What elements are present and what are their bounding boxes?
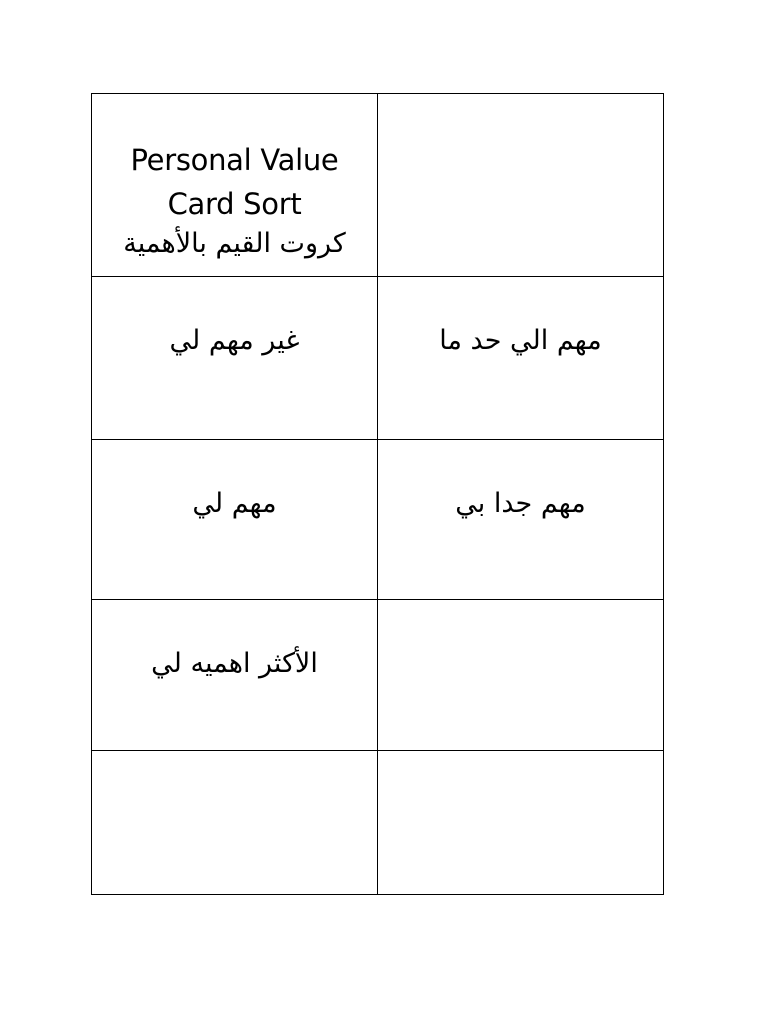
blank-card xyxy=(92,751,378,895)
title-arabic: كروت القيم بالأهمية xyxy=(123,228,346,259)
blank-card xyxy=(378,751,664,895)
label-somewhat-important: مهم الي حد ما xyxy=(439,324,602,356)
label-important: مهم لي xyxy=(192,488,277,519)
card-somewhat-important xyxy=(378,277,664,440)
card-most-important xyxy=(92,600,378,751)
card-important xyxy=(92,440,378,600)
title-card xyxy=(92,94,378,277)
label-most-important: الأكثر اهميه لي xyxy=(151,647,318,679)
title-line-1: Personal Value xyxy=(130,143,339,177)
blank-card xyxy=(378,600,664,751)
label-very-important: مهم جدا بي xyxy=(455,488,586,519)
card-very-important xyxy=(378,440,664,600)
value-card-sheet xyxy=(91,93,664,895)
title-line-2: Card Sort xyxy=(167,187,302,221)
label-not-important: غير مهم لي xyxy=(169,324,300,356)
card-not-important xyxy=(92,277,378,440)
blank-card xyxy=(378,94,664,277)
